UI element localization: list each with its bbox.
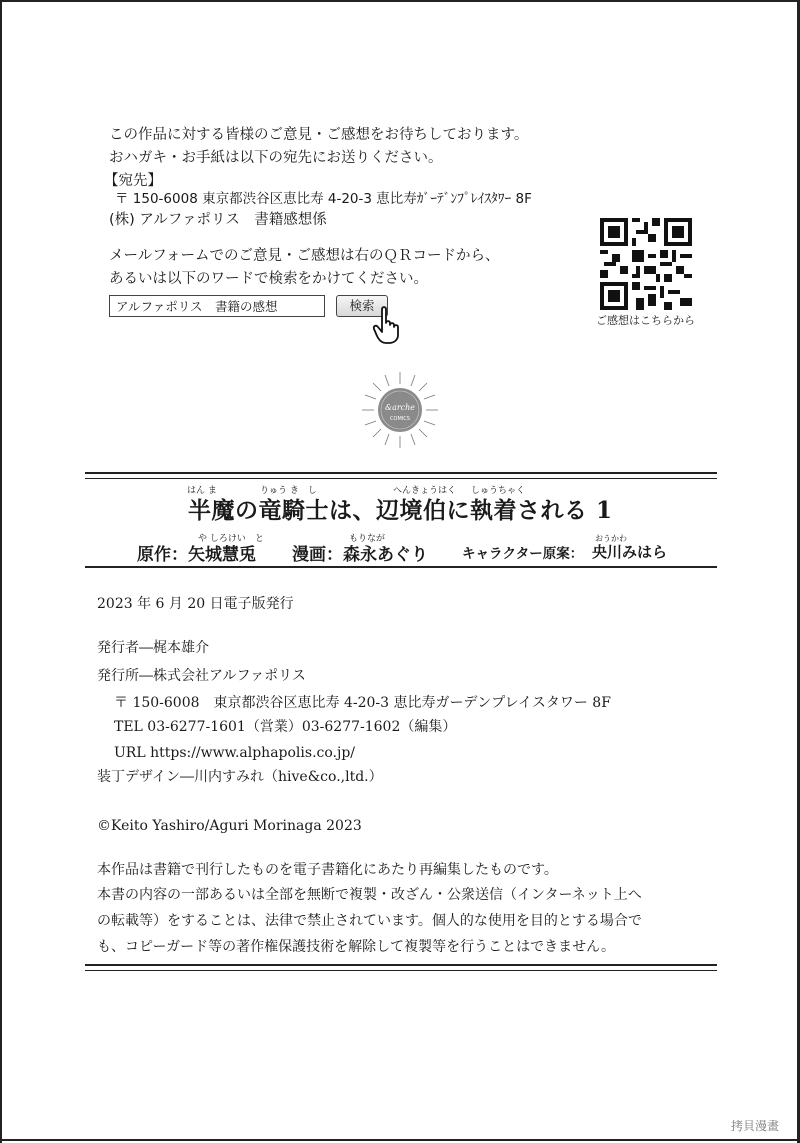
qr-caption: ご感想はこちらから	[596, 314, 695, 327]
ruby-oukawa: おうかわ	[595, 534, 627, 543]
notice-line-2: 本書の内容の一部あるいは全部を無断で複製・改ざん・公衆送信（インターネット上へ	[97, 887, 642, 903]
notice-line-3: の転載等）をすることは、法律で禁止されています。個人的な使用を目的とする場合で	[97, 913, 642, 929]
mailform-line-1: メールフォームでのご意見・ご感想は右のＱＲコードから、	[109, 248, 500, 264]
page-border-top	[0, 0, 800, 2]
ruby-shuuchaku: しゅうちゃく	[471, 486, 526, 496]
rule-top-thick	[85, 472, 717, 474]
book-title: 半魔の竜騎士は、辺境伯に執着される 1	[188, 497, 613, 524]
rule-top-thin	[85, 478, 717, 479]
pointer-hand-icon	[372, 305, 406, 345]
rule-bottom-thick	[85, 964, 717, 966]
feedback-mail-instruction: おハガキ・お手紙は以下の宛先にお送りください。	[109, 150, 443, 166]
feedback-intro-line: この作品に対する皆様のご意見・ご感想をお待ちしております。	[109, 127, 529, 143]
publisher-company: 発行所―株式会社アルファポリス	[97, 668, 306, 684]
publisher-tel: TEL 03-6277-1601（営業）03-6277-1602（編集）	[114, 719, 457, 735]
ruby-ryuukishi: りゅう き し	[260, 486, 317, 496]
search-input[interactable]: アルファポリス 書籍の感想	[109, 295, 325, 317]
ruby-henkyouhaku: へんきょうはく	[393, 486, 457, 496]
ruby-hanma: はん ま	[187, 486, 217, 496]
logo-text-arche: &arche	[384, 403, 416, 412]
ruby-morinaga: もりなが	[349, 534, 386, 544]
site-watermark: 拷貝漫畫	[731, 1119, 780, 1133]
notice-line-1: 本作品は書籍で刊行したものを電子書籍化にあたり再編集したものです。	[97, 862, 558, 878]
notice-line-4: も、コピーガード等の著作権保護技術を解除して複製等を行うことはできません。	[97, 939, 615, 955]
logo-text-comics: COMICS	[390, 416, 410, 422]
feedback-department: (株) アルファポリス 書籍感想係	[109, 212, 327, 228]
arche-comics-logo	[360, 370, 440, 450]
credit-character-label: キャラクター原案：	[462, 546, 584, 562]
credit-original-author: 原作：矢城慧兎	[137, 545, 256, 565]
feedback-address: 〒 150-6008 東京都渋谷区恵比寿 4-20-3 恵比寿ｶﾞｰﾃﾞﾝﾌﾟﾚｲｽﾀﾜｰ 8F	[115, 191, 532, 207]
publisher-url[interactable]: URL https://www.alphapolis.co.jp/	[114, 745, 356, 761]
address-heading: 【宛先】	[104, 173, 162, 189]
mailform-line-2: あるいは以下のワードで検索をかけてください。	[109, 271, 428, 287]
ruby-yashiro: や しろけい と	[198, 534, 264, 544]
cover-design-credit: 装丁デザイン―川内すみれ（hive&co.,ltd.）	[97, 769, 383, 785]
copyright-notice: ©Keito Yashiro/Aguri Morinaga 2023	[97, 818, 362, 834]
search-button[interactable]: 検索	[336, 295, 388, 317]
publisher-address: 〒 150-6008 東京都渋谷区恵比寿 4-20-3 恵比寿ガーデンプレイスタワー 8F	[114, 695, 611, 711]
page-border-left	[0, 0, 2, 1143]
publisher-person: 発行者―梶本雄介	[97, 640, 209, 656]
credit-character-designer: 央川みはら	[592, 543, 668, 561]
page-border-bottom	[0, 1139, 800, 1141]
qr-code-icon	[600, 218, 692, 310]
credit-manga-artist: 漫画：森永あぐり	[292, 545, 428, 565]
rule-middle	[85, 566, 717, 568]
publication-date: 2023 年 6 月 20 日電子版発行	[97, 596, 294, 612]
rule-bottom-thin	[85, 970, 717, 971]
